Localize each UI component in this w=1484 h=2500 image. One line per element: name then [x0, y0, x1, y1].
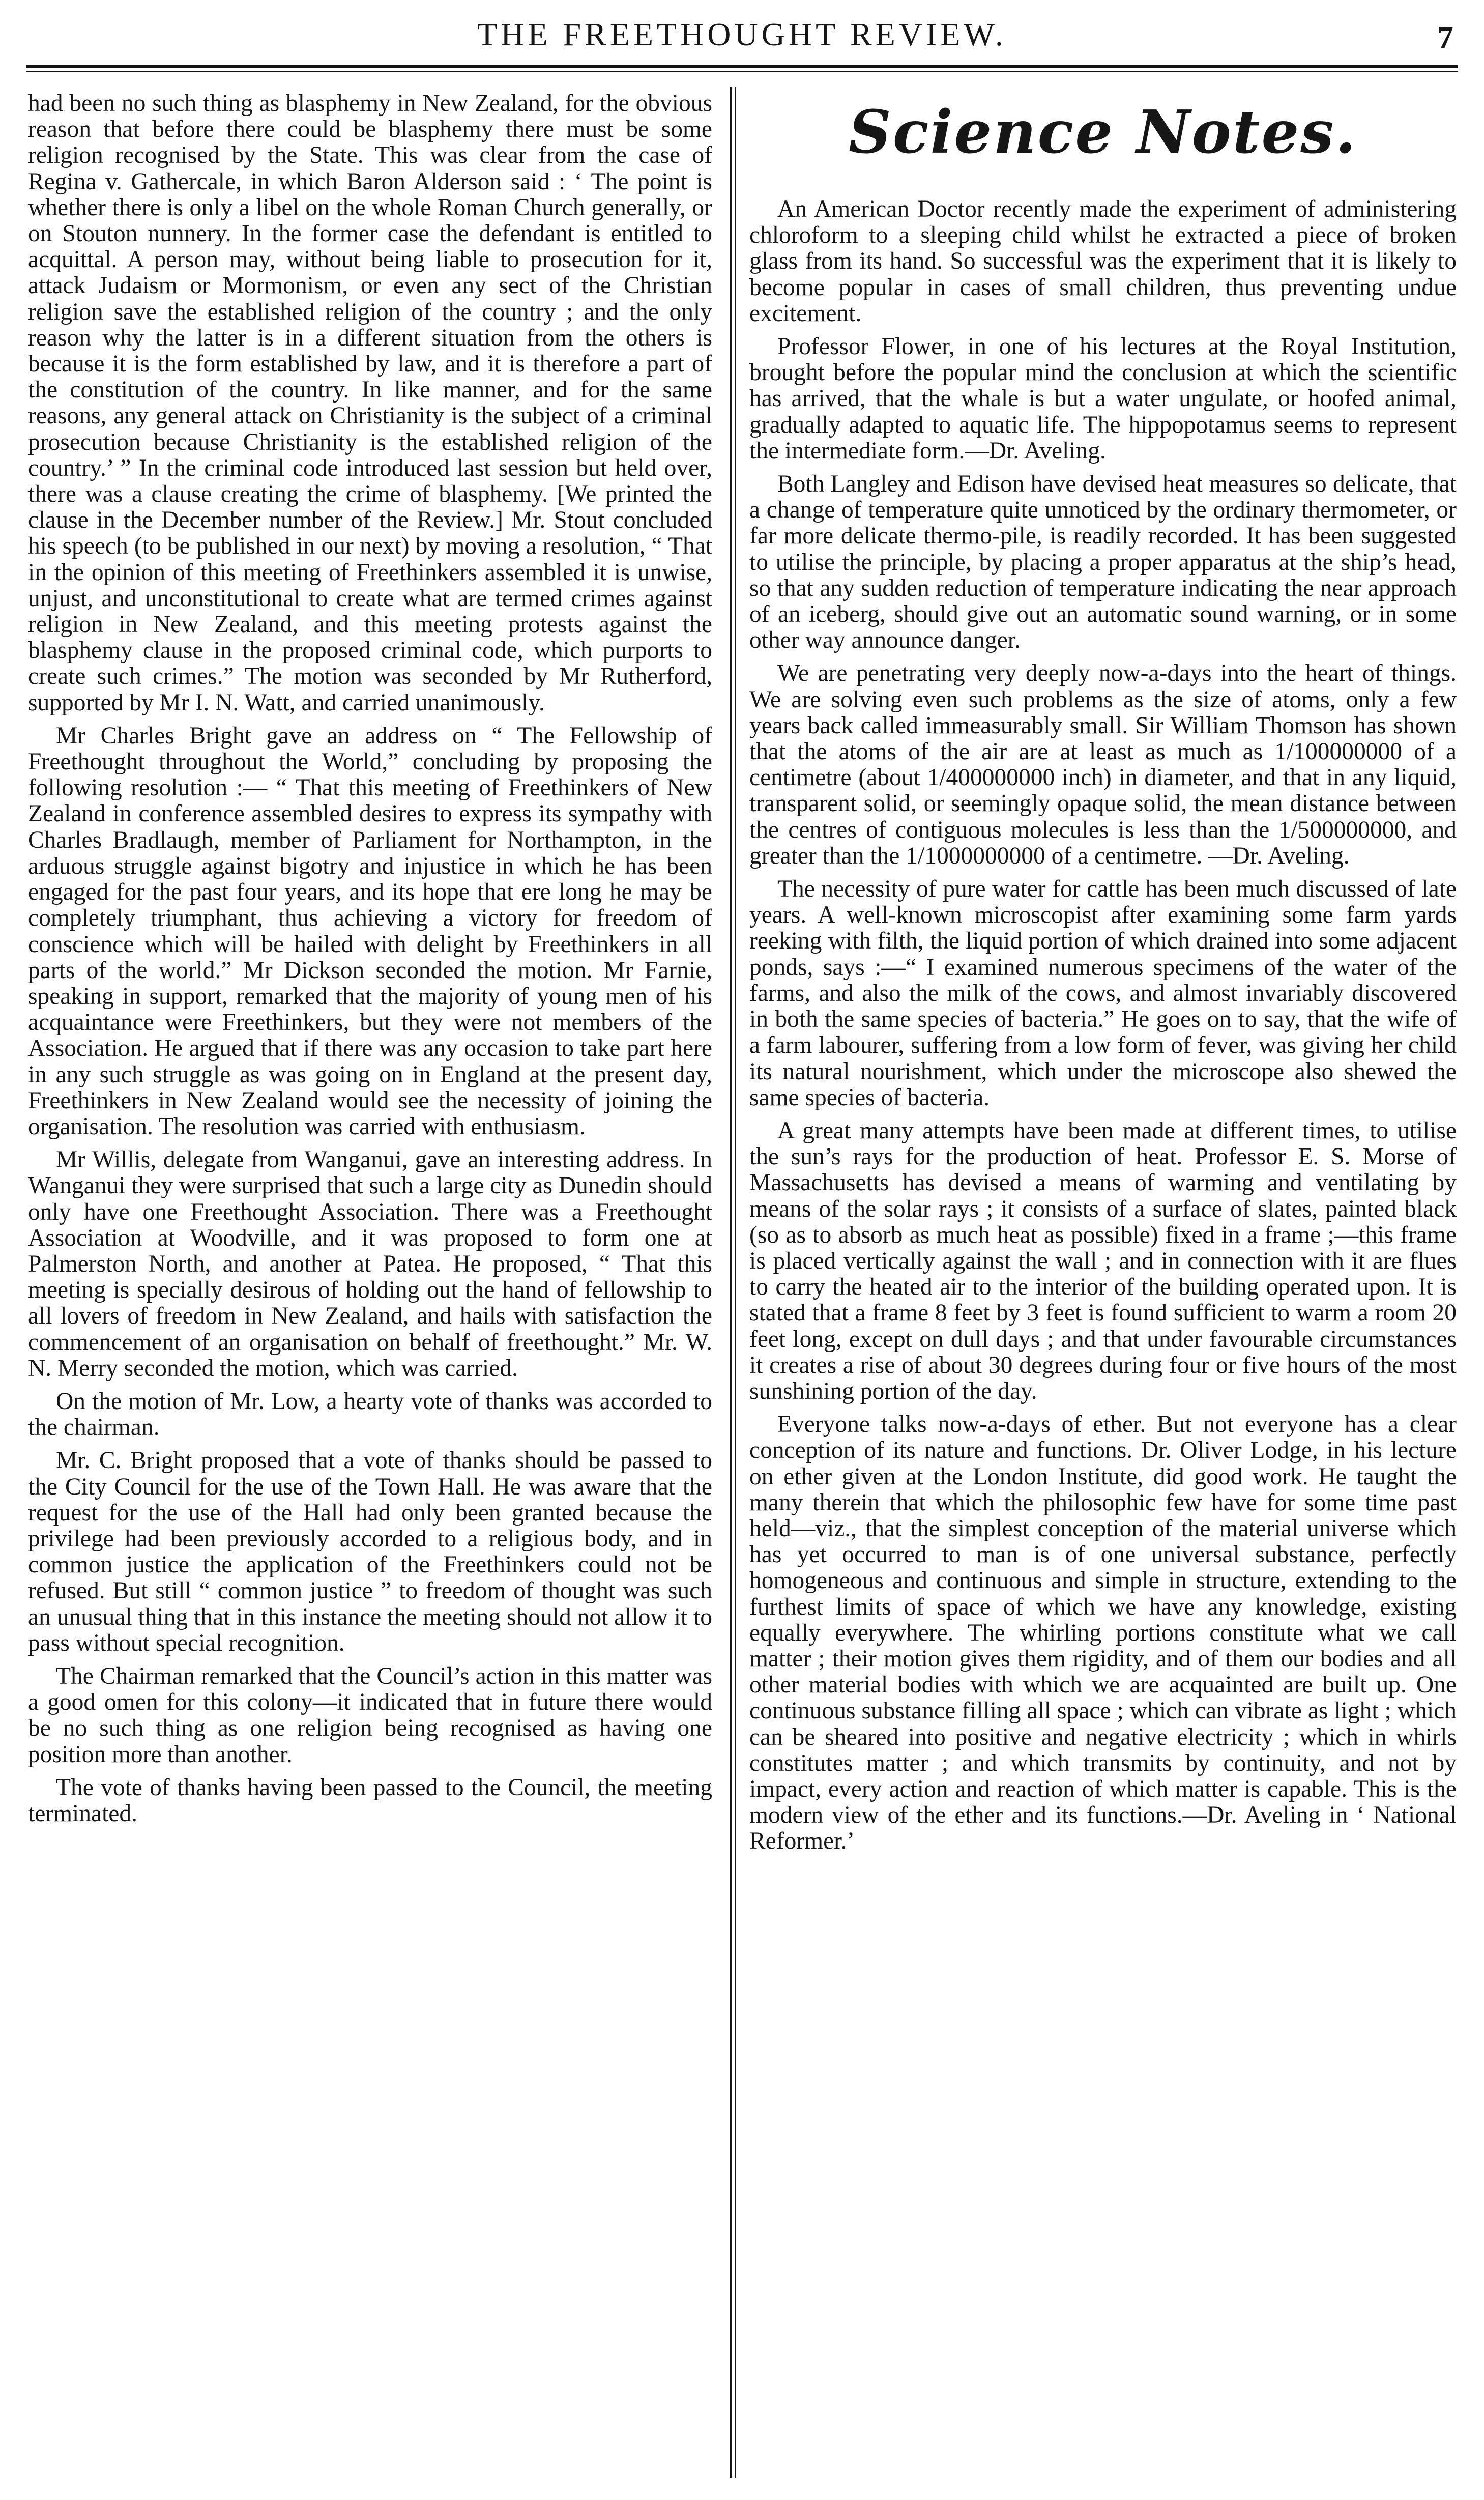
- section-title: Science Notes.: [849, 98, 1357, 167]
- journal-title: THE FREETHOUGHT REVIEW.: [477, 16, 1007, 52]
- left-paragraph-2: Mr Charles Bright gave an address on “ The Fellowship of Freethought throughout the World,” concluding by proposing the following resolution :— “ That this meeting of Freethinkers of New Zealand in conference assembled desires to express its sympathy with Charles Bradlaugh, member of Parliament for Northampton, in the arduous struggle against bigotry and injustice in which he has been engaged for the past four years, and its hope that ere long he may be completely triumphant, thus achieving a victory for freedom of conscience which will be hailed with delight by Freethinkers in all parts of the world.” Mr Dickson seconded the motion. Mr Farnie, speaking in support, remarked that the majority of young men of his acquaintance were Freethinkers, but they were not members of the Association. He argued that if there was any occasion to take part here in any such struggle as was going on in England at the present day, Freethinkers in New Zealand would see the necessity of joining the organisation. The resolution was carried with enthusiasm.: [28, 722, 712, 1140]
- header-rule-thin: [26, 71, 1458, 72]
- header-rule: [26, 65, 1458, 68]
- left-column: [28, 91, 712, 2482]
- page-header: [0, 0, 1484, 87]
- left-paragraph-4: On the motion of Mr. Low, a hearty vote of thanks was accorded to the chairman.: [28, 1388, 712, 1441]
- right-paragraph-6: A great many attempts have been made at different times, to utilise the sun’s rays for the production of heat. Professor E. S. Morse of Massachusetts has devised a means of warming and ventilating by means of the solar rays ; it consists of a surface of slates, painted black (so as to absorb as much heat as possible) fixed in a frame ;—this frame is placed vertically against the wall ; and in connection with it are flues to carry the heated air to the interior of the building operated upon. It is stated that a frame 8 feet by 3 feet is found sufficient to warm a room 20 feet long, except on dull days ; and that under favourable circumstances it creates a rise of about 30 degrees during four or five hours of the most sunshining portion of the day.: [749, 1117, 1457, 1404]
- page-number: 7: [1437, 19, 1453, 55]
- left-paragraph-5: Mr. C. Bright proposed that a vote of thanks should be passed to the City Council for the use of the Town Hall. He was aware that the request for the use of the Hall had only been granted because the privilege had been previously accorded to a religious body, and in common justice the application of the Freethinkers could not be refused. But still “ common justice ” to freedom of thought was such an unusual thing that in this instance the meeting should not allow it to pass without special recognition.: [28, 1447, 712, 1656]
- right-paragraph-1: An American Doctor recently made the experiment of administering chloroform to a sleeping child whilst he extracted a piece of broken glass from its hand. So successful was the experiment that it is likely to become popular in cases of small children, thus preventing undue excitement.: [749, 196, 1457, 327]
- right-paragraph-2: Professor Flower, in one of his lectures at the Royal Institution, brought before the popular mind the conclusion at which the scientific has arrived, that the whale is but a water ungulate, or hoofed animal, gradually adapted to aquatic life. The hippopotamus seems to represent the intermediate form.—Dr. Aveling.: [749, 333, 1457, 464]
- right-paragraph-5: The necessity of pure water for cattle has been much discussed of late years. A well-known microscopist after examining some farm yards reeking with filth, the liquid portion of which drained into some adjacent ponds, says :—“ I examined numerous specimens of the water of the farms, and also the milk of the cows, and almost invariably discovered in both the same species of bacteria.” He goes on to say, that the wife of a farm labourer, suffering from a low form of fever, was giving her child its natural nourishment, which under the microscope also shewed the same species of bacteria.: [749, 876, 1457, 1111]
- right-paragraph-4: We are penetrating very deeply now-a-days into the heart of things. We are solving even such problems as the size of atoms, only a few years back called immeasurably small. Sir William Thomson has shown that the atoms of the air are at least as much as 1/100000000 of a centimetre (about 1/400000000 inch) in diameter, and that in any liquid, transparent solid, or seemingly opaque solid, the mean distance between the centres of contiguous molecules is less than the 1/500000000, and greater than the 1/1000000000 of a centimetre. —Dr. Aveling.: [749, 660, 1457, 869]
- column-divider-thin: [735, 87, 736, 2478]
- right-paragraph-3: Both Langley and Edison have devised heat measures so delicate, that a change of temperature quite unnoticed by the ordinary thermometer, or far more delicate thermo-pile, is readily recorded. It has been suggested to utilise the principle, by placing a proper apparatus at the ship’s head, so that any sudden reduction of temperature indicating the near approach of an iceberg, should give out an automatic sound warning, or in some other way announce danger.: [749, 471, 1457, 654]
- left-paragraph-3: Mr Willis, delegate from Wanganui, gave an interesting address. In Wanganui they were surprised that such a large city as Dunedin should only have one Freethought Association. There was a Freethought Association at Woodville, and it was proposed to form one at Palmerston North, and another at Patea. He proposed, “ That this meeting is specially desirous of holding out the hand of fellowship to all lovers of freedom in New Zealand, and hails with satisfaction the commencement of an organisation on behalf of freethought.” Mr. W. N. Merry seconded the motion, which was carried.: [28, 1146, 712, 1382]
- right-paragraph-7: Everyone talks now-a-days of ether. But not everyone has a clear conception of its nature and functions. Dr. Oliver Lodge, in his lecture on ether given at the London Institute, did good work. He taught the many therein that which the philosophic few have for some time past held—viz., that the simplest conception of the material universe which has yet occurred to man is of one universal substance, perfectly homogeneous and continuous and simple in structure, extending to the furthest limits of space of which we have any knowledge, existing equally everywhere. The whirling portions constitute what we call matter ; their motion gives them rigidity, and of them our bodies and all other material bodies with which we are acquainted are built up. One continuous substance filling all space ; which can vibrate as light ; which can be sheared into positive and negative electricity ; which in whirls constitutes matter ; and which transmits by continuity, and not by impact, every action and reaction of which matter is capable. This is the modern view of the ether and its functions.—Dr. Aveling in ‘ National Reformer.’: [749, 1411, 1457, 1855]
- column-divider: [730, 87, 732, 2478]
- left-paragraph-7: The vote of thanks having been passed to the Council, the meeting terminated.: [28, 1774, 712, 1827]
- right-column: [749, 91, 1457, 2482]
- left-paragraph-1: had been no such thing as blasphemy in New Zealand, for the obvious reason that before there could be blasphemy there must be some religion recognised by the State. This was clear from the case of Regina v. Gathercale, in which Baron Alderson said : ‘ The point is whether there is only a libel on the whole Roman Church generally, or on Stouton nunnery. In the former case the defendant is entitled to acquittal. A person may, without being liable to prosecution for it, attack Judaism or Mormonism, or even any sect of the Christian religion save the established religion of the country ; and the only reason why the latter is in a different situation from the others is because it is the form established by law, and it is therefore a part of the constitution of the country. In like manner, and for the same reasons, any general attack on Christianity is the subject of a criminal prosecution because Christianity is the established religion of the country.’ ” In the criminal code introduced last session but held over, there was a clause creating the crime of blasphemy. [We printed the clause in the December number of the Review.] Mr. Stout concluded his speech (to be published in our next) by moving a resolution, “ That in the opinion of this meeting of Freethinkers assembled it is unwise, unjust, and unconstitutional to create what are termed crimes against religion in New Zealand, and this meeting protests against the blasphemy clause in the proposed criminal code, which purports to create such crimes.” The motion was seconded by Mr Rutherford, supported by Mr I. N. Watt, and carried unanimously.: [28, 91, 712, 716]
- left-paragraph-6: The Chairman remarked that the Council’s action in this matter was a good omen for this colony—it indicated that in future there would be no such thing as one religion being recognised as having one position more than another.: [28, 1662, 712, 1768]
